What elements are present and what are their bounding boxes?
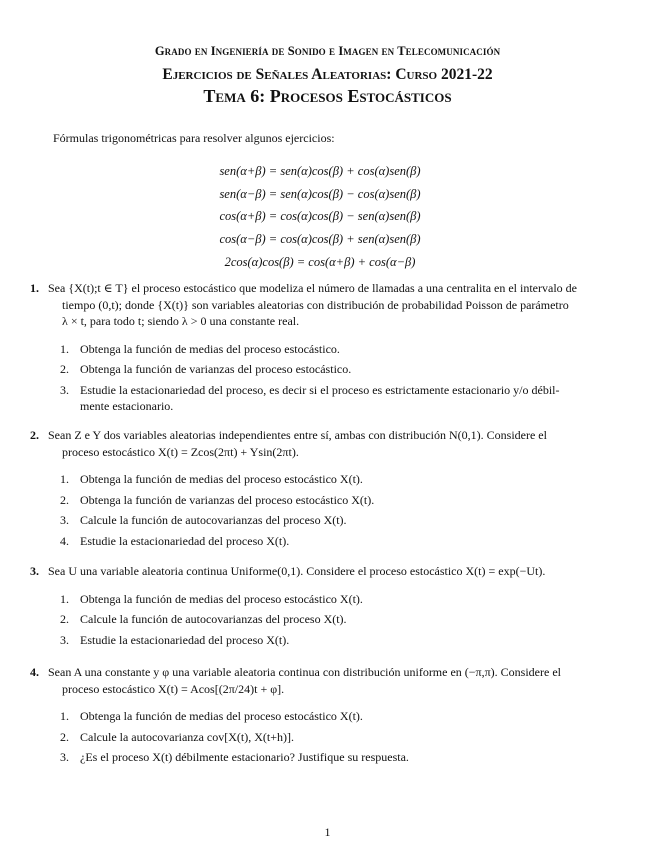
exercise-number: 1. (30, 281, 39, 295)
statement-line: Sean Z e Y dos variables aleatorias independientes entre sí, ambas con distribución N(0,1). Considere el (48, 428, 547, 442)
exercise-items (30, 341, 613, 415)
exercise-items (30, 591, 613, 649)
statement-line: Sean A una constante y φ una variable aleatoria continua con distribución uniforme en (−π,π). Considere el (48, 665, 561, 679)
exercise-statement (48, 427, 613, 460)
formula: cos(α+β) = cos(α)cos(β) − sen(α)sen(β) (219, 209, 421, 224)
exercise-statement (48, 280, 613, 330)
formula: sen(α−β) = sen(α)cos(β) − cos(α)sen(β) (219, 186, 421, 201)
degree-title: Grado en Ingeniería de Sonido e Imagen en Telecomunicación (154, 44, 501, 58)
list-item: 1. Obtenga la función de medias del proceso estocástico X(t). (60, 591, 363, 606)
list-item: 3. Calcule la función de autocovarianzas del proceso X(t). (60, 513, 347, 527)
exercise-statement (48, 563, 613, 580)
exercise-items (30, 708, 613, 766)
exercise-4 (30, 664, 613, 770)
list-item: 4. Estudie la estacionariedad del proceso X(t). (60, 533, 290, 548)
exercise-items (30, 471, 613, 549)
statement-line: Sea {X(t);t ∈ T} el proceso estocástico que modeliza el número de llamadas a una centralita en el intervalo de (48, 281, 577, 295)
formula: 2cos(α)cos(β) = cos(α+β) + cos(α−β) (224, 254, 416, 269)
page-number: 1 (324, 825, 331, 839)
exercise-number: 2. (30, 428, 39, 442)
list-item: 3. Estudie la estacionariedad del proceso X(t). (60, 632, 290, 647)
trig-formulas (190, 160, 450, 273)
statement-line: proceso estocástico X(t) = Zcos(2πt) + Ysin(2πt). (62, 444, 299, 459)
exercise-number: 4. (30, 665, 39, 679)
formula: cos(α−β) = cos(α)cos(β) + sen(α)sen(β) (219, 232, 421, 247)
statement-line: proceso estocástico X(t) = Acos[(2π/24)t + φ]. (62, 681, 285, 696)
topic-title: Tema 6: Procesos Estocásticos (203, 86, 452, 106)
course-title: Ejercicios de Señales Aleatorias: Curso 2021-22 (162, 66, 493, 83)
formulas-intro: Fórmulas trigonométricas para resolver algunos ejercicios: (53, 131, 335, 145)
exercise-2 (30, 427, 613, 553)
list-item: 3. ¿Es el proceso X(t) débilmente estacionario? Justifique su respuesta. (60, 750, 409, 764)
list-item: 2. Obtenga la función de varianzas del proceso estocástico. (60, 362, 352, 376)
exercise-statement (48, 664, 613, 697)
list-item: 1. Obtenga la función de medias del proceso estocástico X(t). (60, 709, 363, 723)
exercise-3 (30, 563, 613, 652)
list-item: 3. Estudie la estacionariedad del proceso, es decir si el proceso es estrictamente estacionario y/o débil- mente estacionario. (60, 382, 560, 413)
statement-line: λ × t, para todo t; siendo λ > 0 una constante real. (62, 314, 300, 328)
exercise-number: 3. (30, 564, 39, 578)
statement-line: Sea U una variable aleatoria continua Uniforme(0,1). Considere el proceso estocástico X(t) = exp(−Ut). (48, 564, 546, 578)
statement-line: tiempo (0,t); donde {X(t)} son variables aleatorias con distribución de probabilidad Poisson de parámetro (62, 297, 569, 312)
list-item: 2. Obtenga la función de varianzas del proceso estocástico X(t). (60, 492, 375, 507)
exercise-1 (30, 280, 613, 419)
list-item: 2. Calcule la función de autocovarianzas del proceso X(t). (60, 612, 347, 626)
list-item: 1. Obtenga la función de medias del proceso estocástico X(t). (60, 472, 363, 486)
list-item: 2. Calcule la autocovarianza cov[X(t), X(t+h)]. (60, 729, 295, 744)
list-item: 1. Obtenga la función de medias del proceso estocástico. (60, 341, 340, 356)
formula: sen(α+β) = sen(α)cos(β) + cos(α)sen(β) (219, 164, 421, 178)
